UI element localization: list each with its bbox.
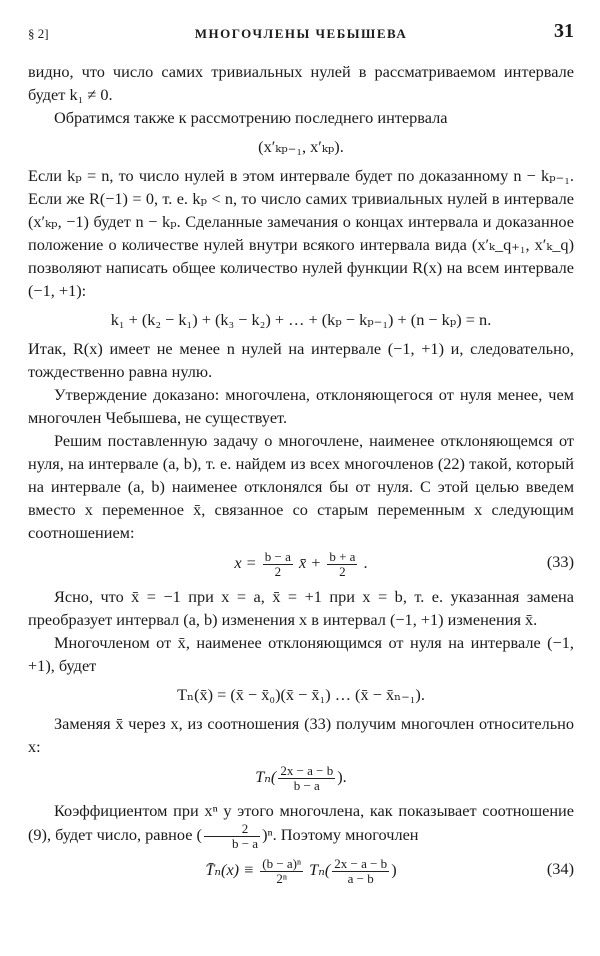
formula-zero-count: k₁ + (k₂ − k₁) + (k₃ − k₂) + … + (kₚ − kₚ₋₁) + (n − kₚ) = n. [110,310,492,329]
paragraph-6: Решим поставленную задачу о многочлене, наименее отклоняющемся от нуля, на интервале (a, b), т. е. найдем из всех многочленов (22) такой, который на интервале (a, b) наименее отклонялся бы от нуля. С этой целью введем вместо x переменное x̄, связанное со старым переменным x следующим соотношением: [28,431,574,542]
page-number: 31 [554,20,574,42]
formula-substituted: Tₙ( $\frac{2x - a - b}{b - a}$ ). [255,763,347,793]
page-header [28,18,574,46]
paragraph-2: Обратимся также к рассмотрению последнего интервала [54,108,448,127]
equation-number-34: (34) [546,859,574,878]
formula-33-frac1: $\frac{b - a}{2}$ [264,549,291,579]
formula-substituted-frac: $\frac{2x - a - b}{b - a}$ [280,763,334,793]
page-body [28,60,574,892]
paragraph-7: Ясно, что x̄ = −1 при x = a, x̄ = +1 при x = b, т. е. указанная замена преобразует интервал (a, b) изменения x в интервал (−1, +1) изменения x̄. [28,587,574,629]
formula-33-mid: x̄ + [298,553,322,573]
running-title: МНОГОЧЛЕНЫ ЧЕБЫШЕВА [194,26,408,41]
paragraph-8: Многочленом от x̄, наименее отклоняющимся от нуля на интервале (−1, +1), будет [28,633,574,675]
formula-33: x = $\frac{b - a}{2}$ x̄ + $\frac{b + a}{2}$ . (33) [234,549,574,579]
formula-33-frac2: $\frac{b + a}{2}$ [329,549,356,579]
formula-33-lhs: x = [234,553,257,573]
equation-number-33: (33) [546,552,574,571]
coefficient-frac: $\frac{2}{b - a}$ [204,822,260,851]
formula-last-interval: (x′ₖₚ₋₁, x′ₖₚ). [258,137,344,156]
formula-34-frac1: $\frac{\text{(b − a)ⁿ}}{\text{2ⁿ}}$ [262,856,302,886]
formula-34: T̄ₙ(x) ≡ $\frac{\text{(b − a)ⁿ}}{\text{2ⁿ}}$ Tₙ( $\frac{2x - a - b}{a - b}$ ) (34) [205,856,574,886]
paragraph-4: Итак, R(x) имеет не менее n нулей на интервале (−1, +1) и, следовательно, тождественно равна нулю. [28,339,574,381]
paragraph-9: Заменяя x̄ через x, из соотношения (33) получим многочлен относительно x: [28,714,574,756]
section-marker: § 2] [28,26,49,41]
formula-34-frac2: $\frac{2x - a - b}{a - b}$ [334,856,388,886]
paragraph-5: Утверждение доказано: многочлена, отклоняющегося от нуля менее, чем многочлен Чебышева, не существует. [28,385,574,427]
paragraph-1: видно, что число самих тривиальных нулей в рассматриваемом интервале будет k₁ ≠ 0. [28,62,574,104]
formula-chebyshev-product: Tₙ(x̄) = (x̄ − x̄₀)(x̄ − x̄₁) … (x̄ − x̄ₙ₋₁). [177,685,425,704]
paragraph-10: Коэффициентом при xⁿ у этого многочлена, как показывает соотношение (9), будет число, равное ( $\frac{2}{b - a}$ )ⁿ. Поэтому многочлен [28,801,574,851]
paragraph-3: Если kₚ = n, то число нулей в этом интервале будет по доказанному n − kₚ₋₁. Если же R(−1) = 0, т. е. kₚ < n, то число самих тривиальных нулей в интервале (x′ₖₚ, −1) будет n − kₚ. Сделанные замечания о концах интервала и доказанное положение о количестве нулей внутри всякого интервала вида (x′ₖ_q₊₁, x′ₖ_q) позволяют написать общее количество нулей функции R(x) на всем интервале (−1, +1): [28,166,574,300]
